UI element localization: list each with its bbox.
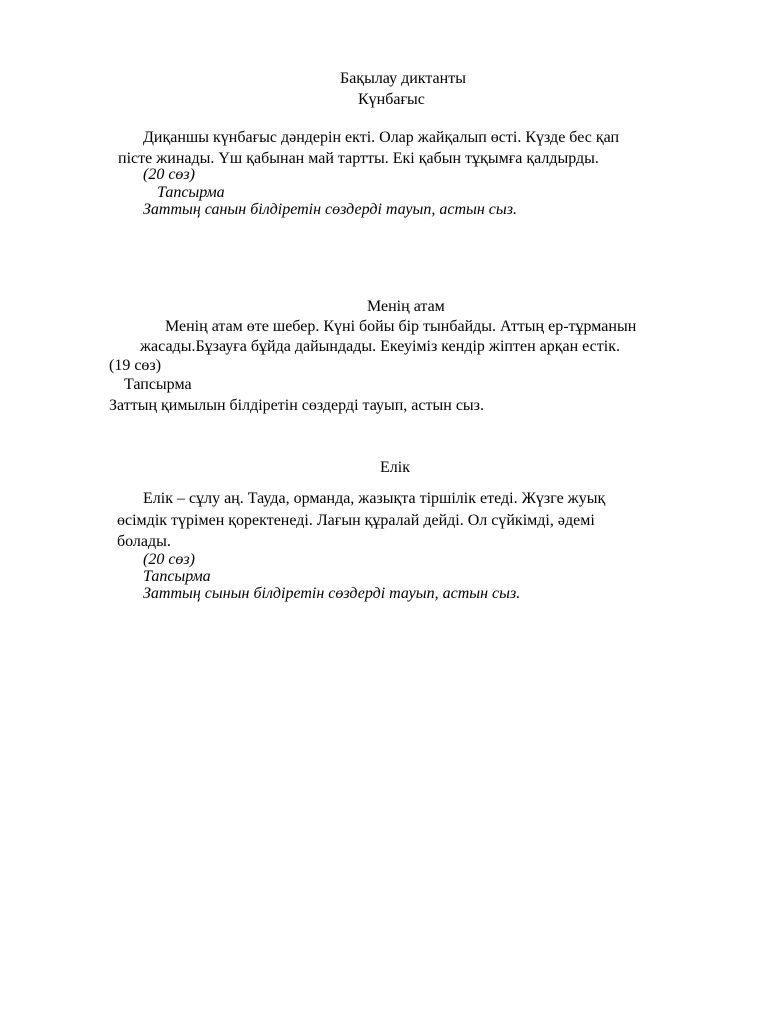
section2-text-line2: жасады.Бұзауға бұйда дайындады. Екеуіміз кендір жіптен арқан естік.: [140, 338, 620, 355]
section-heading-kunbagys: Күнбағыс: [358, 91, 425, 108]
document-title: Бақылау диктанты: [340, 70, 466, 87]
section3-text-line1: Елік – сұлу аң. Тауда, орманда, жазықта тіршілік етеді. Жүзге жуық: [143, 490, 606, 507]
section1-text-line1: Диқаншы күнбағыс дәндерін екті. Олар жайқалып өсті. Күзде бес қап: [143, 129, 620, 146]
section1-text-line2: пісте жинады. Үш қабынан май тартты. Екі қабын тұқымға қалдырды.: [118, 150, 599, 167]
section-heading-menin-atam: Менің атам: [367, 298, 445, 315]
section1-task-label: Тапсырма: [157, 184, 225, 201]
section3-word-count: (20 сөз): [143, 551, 195, 568]
section2-text-line1: Менің атам өте шебер. Күні бойы бір тынбайды. Аттың ер-тұрманын: [165, 318, 637, 335]
section2-word-count: (19 сөз): [109, 357, 162, 374]
section2-task-label: Тапсырма: [124, 376, 192, 393]
section1-word-count: (20 сөз): [143, 166, 195, 183]
section-heading-elik: Елік: [380, 459, 410, 476]
section3-task-text: Заттың сынын білдіретін сөздерді тауып, астын сыз.: [143, 585, 521, 602]
section1-task-text: Заттың санын білдіретін сөздерді тауып, астын сыз.: [143, 201, 517, 218]
section3-text-line2: өсімдік түрімен қоректенеді. Лағын құралай дейді. Ол сүйкімді, әдемі: [117, 512, 595, 529]
section3-text-line3: болады.: [117, 533, 171, 550]
section2-task-text: Заттың қимылын білдіретін сөздерді тауып, астын сыз.: [109, 397, 484, 414]
section3-task-label: Тапсырма: [143, 568, 211, 585]
